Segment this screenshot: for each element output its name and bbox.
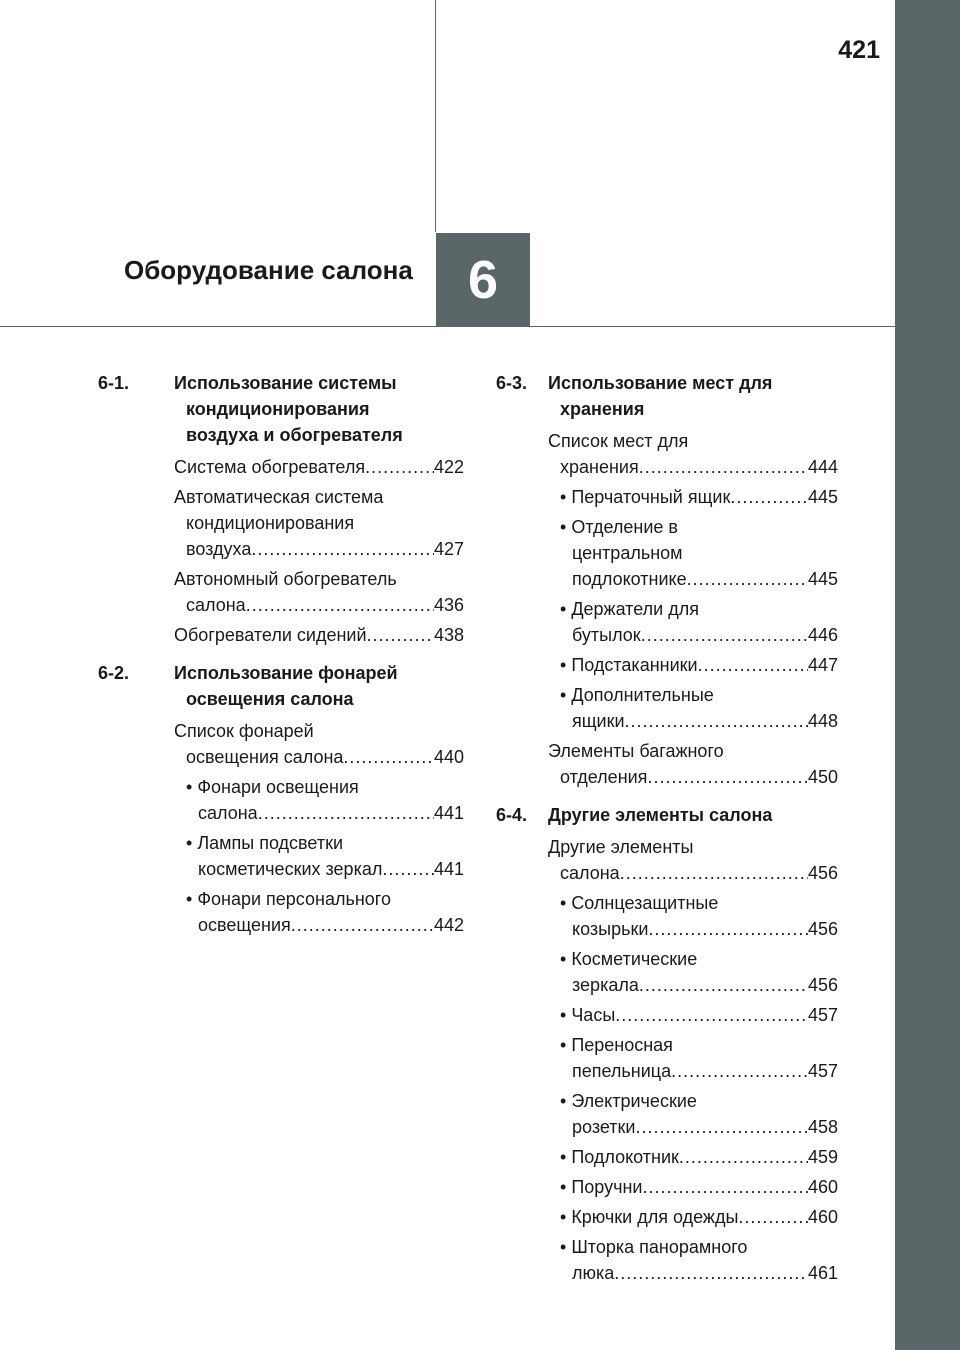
subentry-title: • Переносная [560,1032,838,1058]
subentry-title-line: пепельница [572,1061,672,1081]
entry-title: Список мест для [548,431,689,451]
subentry-title-line: освещения [198,915,291,935]
toc-section[interactable] [496,802,838,828]
subentry-title-line: подлокотнике [572,569,687,589]
section-title-line: Использование фонарей [174,663,398,683]
subentry-title-line: ящики [572,711,625,731]
subentry-title: • Шторка панорамного [560,1234,838,1260]
toc-section[interactable] [98,370,464,448]
dot-leader [698,652,808,678]
entry-title-line: кондиционирования [186,513,355,533]
subentry-title [560,484,730,510]
dot-leader [647,764,808,790]
toc-subentry[interactable] [186,774,464,826]
entry-title: Элементы багажного [548,741,724,761]
dot-leader [615,1002,808,1028]
subentry-title: • Солнцезащитные [560,890,838,916]
toc-entry[interactable] [174,484,464,562]
page-ref: 457 [807,1061,838,1081]
toc-right-column [496,370,838,1290]
subentry-title-text: Поручни [571,1177,643,1197]
subentry-title-text: Подстаканники [571,655,698,675]
dot-leader [635,1114,807,1140]
page-ref: 460 [807,1177,838,1197]
entry-title-line: хранения [560,457,639,477]
section-number: 6-3. [496,373,528,393]
section-number: 6-2. [98,663,130,683]
subentry-title: • Отделение в [560,514,838,540]
dot-leader [738,1204,808,1230]
entry-title: Другие элементы [548,837,694,857]
toc-subentry[interactable] [560,1144,838,1170]
subentry-title-text: Подлокотник [571,1147,679,1167]
toc-entry[interactable] [174,622,464,648]
section-title-line: освещения салона [186,689,354,709]
page-ref: 460 [807,1207,838,1227]
dot-leader [251,536,434,562]
page-ref: 450 [807,767,838,787]
dot-leader [642,1174,808,1200]
subentry-title [560,1144,679,1170]
page-ref: 445 [807,569,838,589]
entry-title: Система обогревателя [174,457,366,477]
toc-subentry[interactable] [560,596,838,648]
toc-subentry[interactable] [560,1174,838,1200]
toc-entry[interactable] [174,454,464,480]
dot-leader [614,1260,808,1286]
chapter-number-box: 6 [436,233,530,327]
section-number: 6-4. [496,805,528,825]
subentry-title: • Держатели для [560,596,838,622]
page-ref: 458 [807,1117,838,1137]
toc-subentry[interactable] [560,1088,838,1140]
entry-title: Автоматическая система [174,487,384,507]
subentry-title-line: люка [572,1263,615,1283]
section-title-line: Использование системы [174,373,397,393]
toc-left-column [98,370,464,942]
dot-leader [625,708,808,734]
subentry-title: • Лампы подсветки [186,830,464,856]
toc-entry[interactable] [174,566,464,618]
subentry-title [560,1002,615,1028]
subentry-title: • Электрические [560,1088,838,1114]
spacer [496,794,838,802]
toc-subentry[interactable] [186,830,464,882]
dot-leader [620,860,808,886]
bullet-mark: • [560,1005,572,1025]
subentry-title-text: Крючки для одежды [571,1207,739,1227]
page-ref: 441 [433,859,464,879]
toc-subentry[interactable] [560,946,838,998]
subentry-title-line: зеркала [572,975,639,995]
bullet-mark: • [560,1177,572,1197]
section-title-line: кондиционирования [186,399,370,419]
section-number: 6-1. [98,373,130,393]
toc-entry[interactable] [548,738,838,790]
dot-leader [382,856,434,882]
dot-leader [730,484,808,510]
toc-entry[interactable] [174,718,464,770]
page-ref: 444 [807,457,838,477]
page-ref: 438 [433,625,464,645]
subentry-title-line: бутылок [572,625,641,645]
chapter-side-tab [895,0,960,1350]
entry-title-line: салона [560,863,620,883]
section-title-line: хранения [560,399,645,419]
dot-leader [246,592,434,618]
chapter-title: Оборудование салона [124,255,413,285]
toc-subentry[interactable] [560,1204,838,1230]
page-ref: 442 [433,915,464,935]
dot-leader [639,454,808,480]
subentry-title: • Фонари освещения [186,774,464,800]
page-ref: 440 [433,747,464,767]
toc-section[interactable] [496,370,838,422]
subentry-title [560,1204,738,1230]
entry-title: Автономный обогреватель [174,569,397,589]
bullet-mark: • [560,655,572,675]
page-ref: 459 [807,1147,838,1167]
toc-subentry[interactable] [560,652,838,678]
bullet-mark: • [560,487,572,507]
page-ref: 447 [807,655,838,675]
page-ref: 448 [807,711,838,731]
dot-leader [679,1144,808,1170]
subentry-title-line: козырьки [572,919,649,939]
subentry-title-text: Перчаточный ящик [571,487,731,507]
dot-leader [365,454,434,480]
subentry-title-line: розетки [572,1117,636,1137]
page-ref: 427 [433,539,464,559]
dot-leader [687,566,808,592]
toc-entry[interactable] [548,834,838,886]
toc-entry[interactable] [548,428,838,480]
toc-subentry[interactable] [560,514,838,592]
toc-subentry[interactable] [560,1234,838,1286]
dot-leader [639,972,808,998]
entry-title-line: освещения салона [186,747,344,767]
dot-leader [291,912,434,938]
section-title-line: воздуха и обогревателя [186,425,403,445]
toc-section[interactable] [98,660,464,712]
subentry-title-line: косметических зеркал [198,859,383,879]
page-number: 421 [838,36,880,64]
spacer [98,652,464,660]
dot-leader [648,916,808,942]
bullet-mark: • [560,1147,572,1167]
subentry-title [560,1174,642,1200]
toc-subentry[interactable] [560,890,838,942]
page-ref: 457 [807,1005,838,1025]
page-ref: 445 [807,487,838,507]
toc-subentry[interactable] [560,484,838,510]
dot-leader [671,1058,808,1084]
entry-title-line: отделения [560,767,648,787]
entry-title: Обогреватели сидений [174,625,367,645]
subentry-title-text: Часы [571,1005,616,1025]
page-ref: 436 [433,595,464,615]
section-title-line: Другие элементы салона [548,805,773,825]
page-ref: 422 [433,457,464,477]
entry-title: Список фонарей [174,721,314,741]
dot-leader [367,622,434,648]
section-title-line: Использование мест для [548,373,773,393]
page-ref: 446 [807,625,838,645]
subentry-title: • Фонари персонального [186,886,464,912]
page-ref: 456 [807,975,838,995]
toc-subentry[interactable] [186,886,464,938]
page-ref: 456 [807,863,838,883]
subentry-title-line: салона [198,803,258,823]
dot-leader [258,800,434,826]
dot-leader [343,744,434,770]
page-ref: 441 [433,803,464,823]
header-vertical-divider [435,0,436,232]
subentry-title-line: центральном [572,543,683,563]
page-ref: 456 [807,919,838,939]
bullet-mark: • [560,1207,572,1227]
subentry-title: • Дополнительные [560,682,838,708]
toc-subentry[interactable] [560,682,838,734]
entry-title-line: воздуха [186,539,252,559]
entry-title-line: салона [186,595,246,615]
toc-subentry[interactable] [560,1032,838,1084]
dot-leader [641,622,808,648]
page-ref: 461 [807,1263,838,1283]
subentry-title [560,652,698,678]
toc-subentry[interactable] [560,1002,838,1028]
subentry-title: • Косметические [560,946,838,972]
